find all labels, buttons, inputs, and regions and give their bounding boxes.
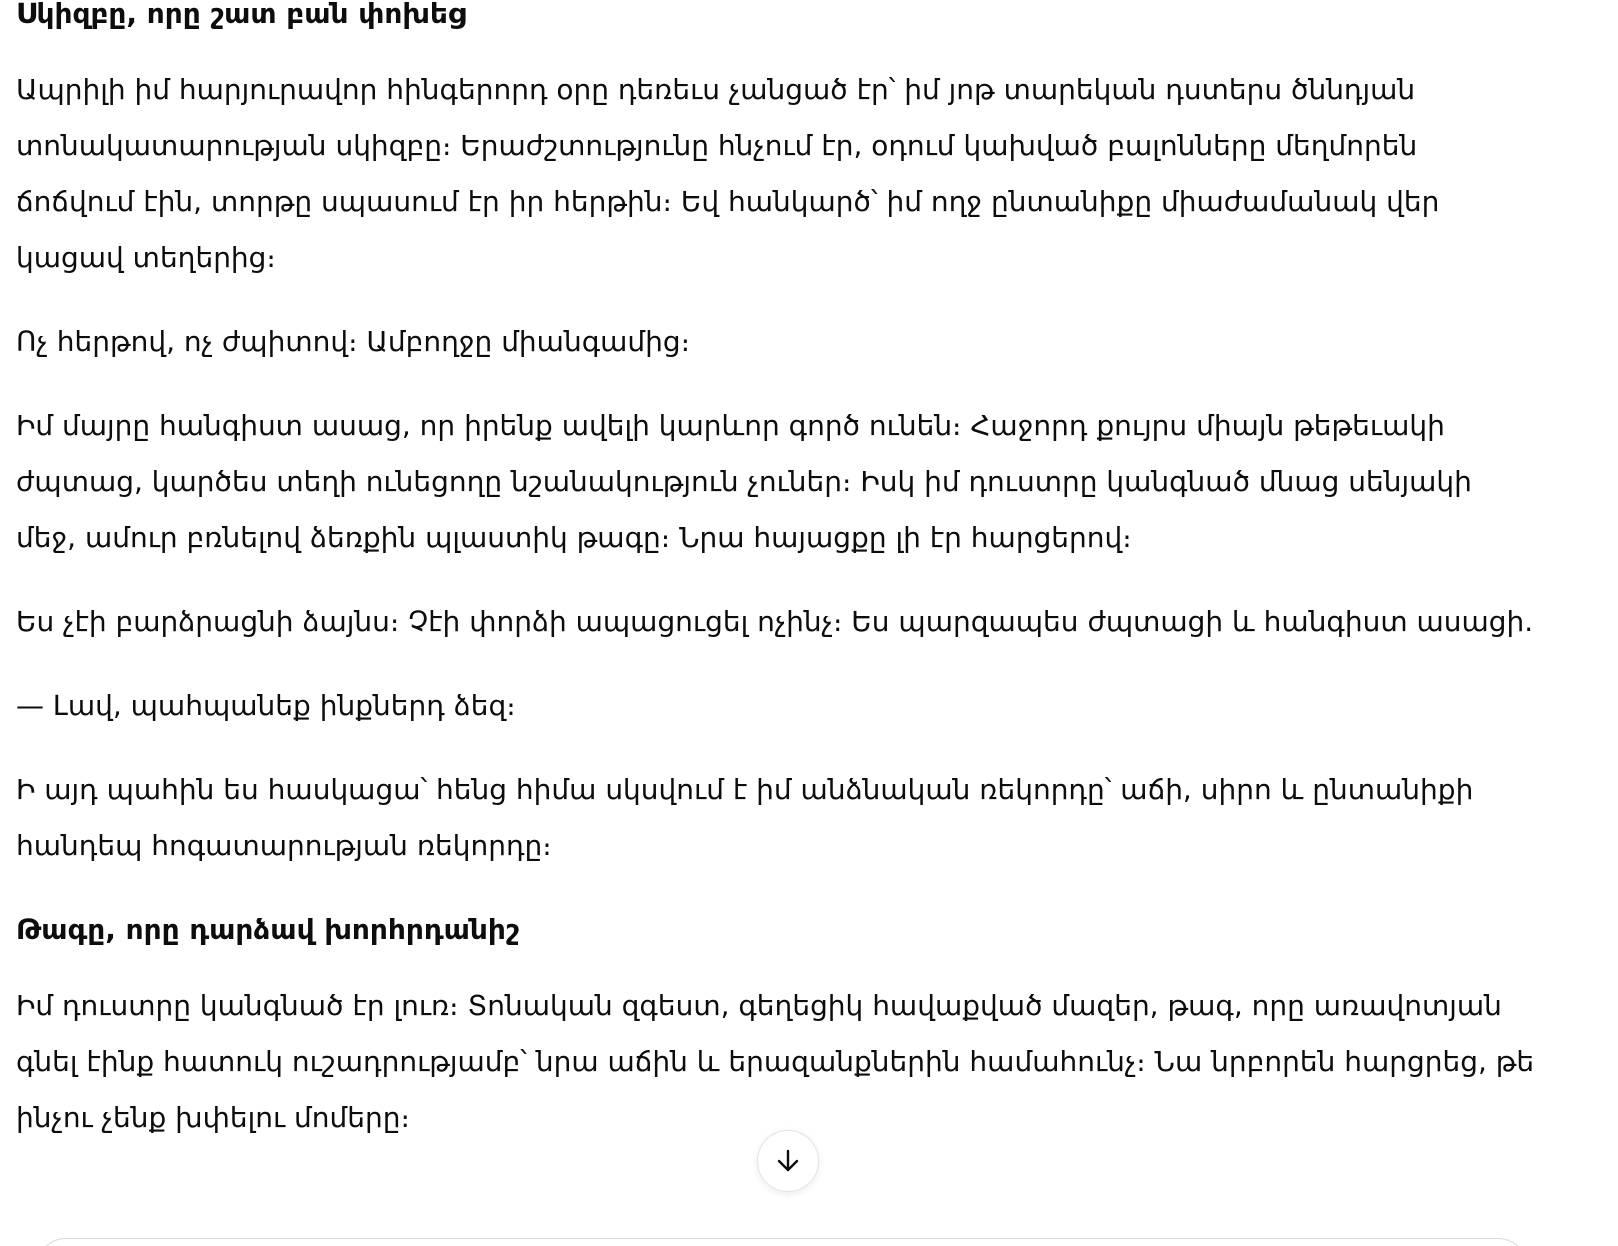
paragraph: Ապրիլի իմ հարյուրավոր հինգերորդ օրը դեռեւս չանցած էր՝ իմ յոթ տարեկան դստերս ծննդյան տոնակատարության սկիզբը։ Երաժշտությունը հնչում էր, օդում կախված բալոնները մեղմորեն ճոճվում էին, տորթը սպասում էր իր հերթին։ Եվ հանկարծ՝ իմ ողջ ընտանիքը միաժամանակ վեր կացավ տեղերից։	[16, 73, 1440, 274]
section-heading: Թագը, որը դարձավ խորհրդանիշ	[16, 913, 520, 946]
arrow-down-icon	[773, 1146, 803, 1176]
message-composer[interactable]	[36, 1238, 1528, 1246]
paragraph: — Լավ, պահպանեք ինքներդ ձեզ։	[16, 689, 516, 722]
paragraph: Ոչ հերթով, ոչ ժպիտով։ Ամբողջը միանգամից։	[16, 325, 691, 358]
paragraph: Իմ մայրը հանգիստ ասաց, որ իրենք ավելի կարևոր գործ ունեն։ Հաջորդ քույրս միայն թեթեւակի ժպտաց, կարծես տեղի ունեցողը նշանակություն չուներ։ Իսկ իմ դուստրը կանգնած մնաց սենյակի մեջ, ամուր բռնելով ձեռքին պլաստիկ թագը։ Նրա հայացքը լի էր հարցերով։	[16, 409, 1472, 554]
scroll-to-bottom-button[interactable]	[757, 1130, 819, 1192]
paragraph: Ես չէի բարձրացնի ձայնս։ Չէի փորձի ապացուցել ոչինչ։ Ես պարզապես ժպտացի և հանգիստ ասացի.	[16, 605, 1534, 638]
article-body	[16, 0, 1576, 1174]
paragraph: Իմ դուստրը կանգնած էր լուռ։ Տոնական զգեստ, գեղեցիկ հավաքված մազեր, թագ, որը առավոտյան գնել էինք հատուկ ուշադրությամբ՝ նրա աճին և երազանքներին համահունչ։ Նա նրբորեն հարցրեց, թե ինչու չենք խփելու մոմերը։	[16, 989, 1535, 1134]
paragraph: Ի այդ պահին ես հասկացա՝ հենց հիմա սկսվում է իմ անձնական ռեկորդը՝ աճի, սիրո և ընտանիքի հանդեպ հոգատարության ռեկորդը։	[16, 773, 1474, 862]
section-heading: Սկիզբը, որը շատ բան փոխեց	[16, 0, 466, 30]
